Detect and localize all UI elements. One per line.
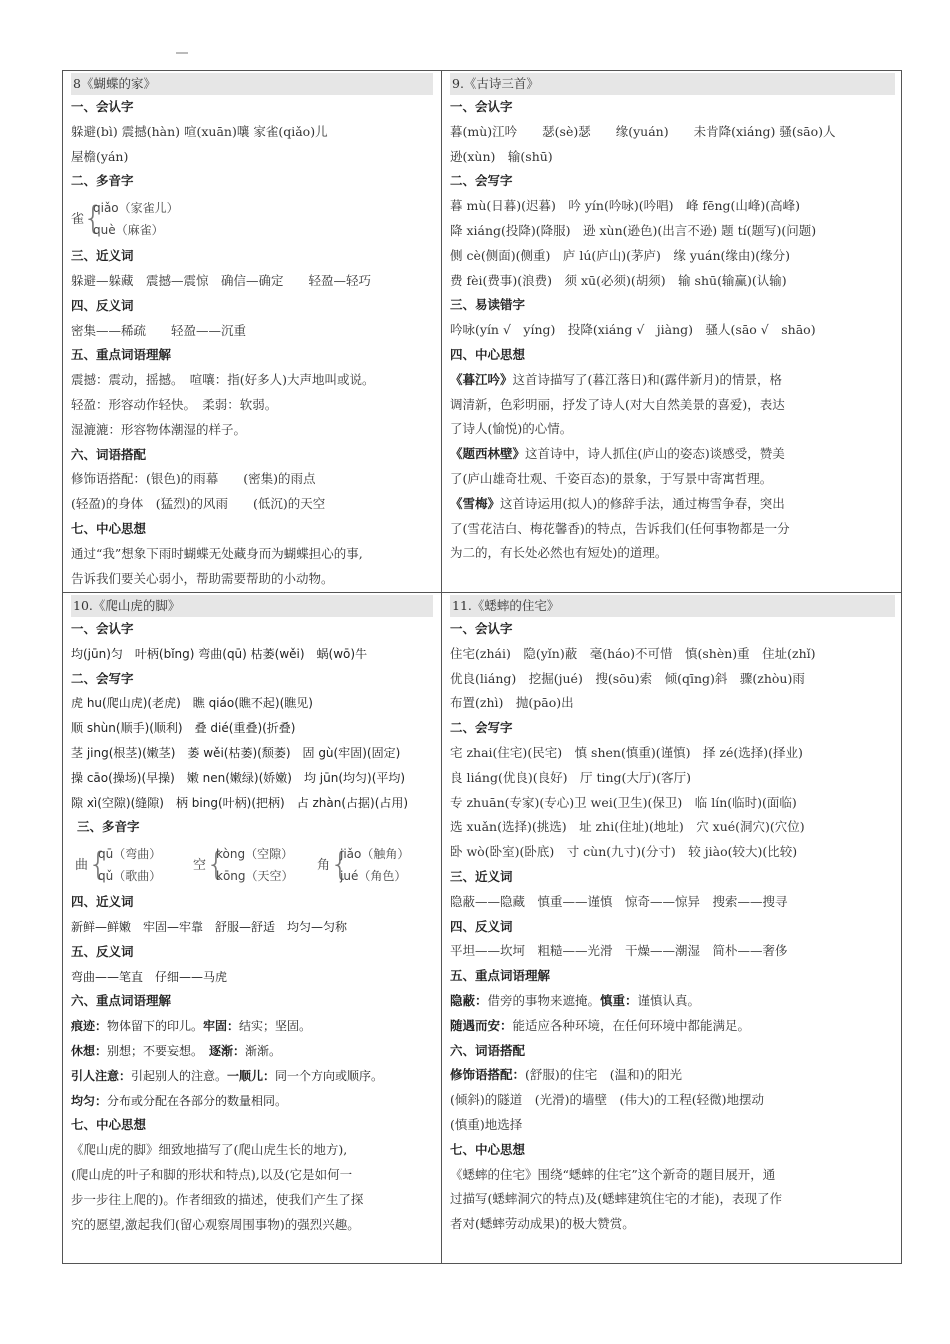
text-fragment: 这首诗描写了(暮江落日)和(露伴新月)的情景，格	[512, 371, 783, 387]
term: 均匀：	[71, 1093, 108, 1108]
text-line: 顺 shùn(顺手)(顺利) 叠 dié(重叠)(折叠)	[71, 721, 296, 736]
text-line: 费 fèi(费事)(浪费) 须 xū(必须)(胡须) 输 shū(输赢)(认输)	[450, 272, 787, 288]
lesson-10-cell	[63, 593, 441, 1237]
section-heading: 二、会写字	[450, 720, 513, 736]
text-line	[71, 1039, 433, 1064]
polyphone-reading: qiǎo（家雀儿）	[93, 201, 179, 216]
term: 牢固：	[203, 1019, 240, 1034]
polyphone-reading: jiǎo（触角）	[340, 847, 410, 862]
definition: 结实；坚固。	[239, 1019, 312, 1034]
text-line: 了(庐山雄奇壮观、千姿百态)的景象，于写景中寄寓哲理。	[450, 470, 773, 486]
text-fragment: 这首诗中，诗人抓住(庐山的姿态)谈感受，赞美	[525, 446, 785, 462]
text-line: 住宅(zhái) 隐(yǐn)蔽 毫(háo)不可惜 慎(shèn)重 住址(zhǐ)	[450, 645, 816, 661]
text-line: 湿漉漉：形容物体潮湿的样子。	[71, 421, 247, 437]
lesson-title: 9.《古诗三首》	[450, 73, 895, 95]
brace-icon: {	[88, 845, 109, 884]
text-line: 震撼：震动，摇撼。 喧嚷：指(好多人)大声地叫或说。	[71, 372, 375, 388]
section-heading: 五、重点词语理解	[450, 968, 551, 984]
poem-title: 《题西林壁》	[450, 446, 526, 462]
polyphone-char: 空	[193, 858, 207, 874]
section-heading: 一、会认字	[450, 621, 513, 636]
text-line: 优良(liáng) 挖掘(jué) 搜(sōu)索 倾(qīng)斜 骤(zhòu)雨	[450, 670, 805, 686]
text-line: 了(雪花洁白、梅花馨香)的特点，告诉我们(任何事物都是一分	[450, 520, 790, 536]
text-line: 布置(zhì) 抛(pāo)出	[450, 695, 574, 711]
text-line	[450, 442, 895, 467]
term: 慎重：	[600, 992, 638, 1008]
text-line: 选 xuǎn(选择)(挑选) 址 zhi(住址)(地址) 穴 xué(洞穴)(穴位)	[450, 819, 805, 835]
text-line: 逊(xùn) 输(shū)	[450, 148, 553, 164]
polyphone-group	[71, 840, 433, 890]
text-line: 暮(mù)江吟 瑟(sè)瑟 缘(yuán) 未肯降(xiáng) 骚(sāo)人	[450, 123, 836, 139]
text-line	[450, 1063, 895, 1088]
text-line: 了诗人(愉悦)的心情。	[450, 421, 573, 437]
text-line: (慎重)地选择	[450, 1116, 523, 1132]
text-line: (倾斜)的隧道 (光滑)的墙壁 (伟大)的工程(轻微)地摆动	[450, 1092, 765, 1108]
section-heading: 二、会写字	[450, 173, 513, 189]
polyphone-char: 角	[317, 858, 331, 874]
text-line: (爬山虎的叶子和脚的形状和特点),以及(它是如何一	[71, 1166, 353, 1182]
term: 引人注意：	[71, 1068, 132, 1083]
text-line: 者对(蟋蟀劳动成果)的极大赞赏。	[450, 1216, 635, 1232]
definition: 渐渐。	[245, 1043, 282, 1058]
definition: 谨慎认真。	[637, 992, 701, 1008]
text-line: 躲避(bì) 震撼(hàn) 喧(xuān)嚷 家雀(qiǎo)儿	[71, 123, 328, 139]
polyphone-reading: kōng（天空）	[216, 869, 294, 884]
section-heading: 五、重点词语理解	[71, 347, 172, 363]
text-line: 暮 mù(日暮)(迟暮) 吟 yín(吟咏)(吟唱) 峰 fēng(山峰)(高峰)	[450, 198, 801, 214]
text-line	[450, 989, 895, 1014]
text-line: 修饰语搭配：(银色)的雨幕 (密集)的雨点	[71, 471, 316, 487]
polyphone-char: 曲	[75, 858, 89, 874]
text-line	[450, 1014, 895, 1039]
text-line: 步一步往上爬的)。作者细致的描述，使我们产生了探	[71, 1191, 364, 1207]
term: 修饰语搭配：	[450, 1067, 526, 1083]
section-heading: 三、易读错字	[450, 297, 526, 313]
text-line: 密集——稀疏 轻盈——沉重	[71, 322, 247, 338]
page-mark	[176, 52, 188, 54]
brace-icon: {	[83, 199, 104, 238]
lesson-9-cell	[442, 71, 903, 566]
text-line	[71, 1064, 433, 1089]
text-line: 茎 jing(根茎)(嫩茎) 萎 wěi(枯萎)(颓萎) 固 gù(牢固)(固定)	[71, 745, 401, 760]
text-line: 操 cāo(操场)(早操) 嫩 nen(嫩绿)(娇嫩) 均 jūn(均匀)(平均)	[71, 770, 406, 785]
text-line: 平坦——坎坷 粗糙——光滑 干燥——潮湿 简朴——奢侈	[450, 943, 788, 959]
term: 一顺儿：	[227, 1068, 276, 1083]
text-line	[71, 1089, 433, 1114]
text-line	[450, 492, 895, 517]
text-line: 为二的，有长处必然也有短处)的道理。	[450, 545, 668, 561]
section-heading: 五、反义词	[71, 943, 134, 959]
text-line: 专 zhuān(专家)(专心)卫 wei(卫生)(保卫) 临 lín(临时)(面临)	[450, 794, 797, 810]
polyphone-group	[71, 194, 433, 244]
polyphone-reading: kòng（空隙）	[216, 847, 294, 862]
section-heading: 四、反义词	[450, 918, 513, 934]
text-line: 吟咏(yín √ yíng) 投降(xiáng √ jiàng) 骚人(sāo √ shāo)	[450, 322, 816, 338]
section-heading: 三、近义词	[71, 248, 134, 264]
term: 休想：	[71, 1043, 108, 1058]
section-heading: 四、近义词	[71, 894, 134, 910]
text-fragment: 这首诗运用(拟人)的修辞手法，通过梅雪争春，突出	[500, 495, 785, 511]
lesson-table	[62, 70, 902, 1264]
text-line: 弯曲——笔直 仔细——马虎	[71, 969, 228, 984]
text-line: 调清新，色彩明丽，抒发了诗人(对大自然美景的喜爱)，表达	[450, 396, 785, 412]
text-line: 均(jūn)匀 叶柄(bǐng) 弯曲(qū) 枯萎(wěi) 蜗(wō)牛	[71, 646, 368, 661]
polyphone-reading: qǔ（歌曲）	[98, 869, 162, 884]
polyphone-char: 雀	[71, 212, 85, 228]
text-line: (轻盈)的身体 (猛烈)的风雨 (低沉)的天空	[71, 496, 326, 512]
definition: 引起别人的注意。	[131, 1068, 228, 1083]
section-heading: 二、会写字	[71, 670, 134, 686]
text-line: 通过“我”想象下雨时蝴蝶无处藏身而为蝴蝶担心的事,	[71, 545, 363, 561]
brace-icon: {	[206, 845, 227, 884]
text-line	[450, 368, 895, 393]
text-line	[71, 1014, 433, 1039]
section-heading: 二、多音字	[71, 173, 134, 189]
section-heading: 六、重点词语理解	[71, 993, 172, 1009]
lesson-8-cell	[63, 71, 441, 591]
definition: 同一个方向或顺序。	[275, 1068, 384, 1083]
section-heading: 一、会认字	[71, 99, 134, 114]
section-heading: 三、多音字	[77, 819, 140, 835]
text-line: 虎 hu(爬山虎)(老虎) 瞧 qiáo(瞧不起)(瞧见)	[71, 696, 313, 711]
text-line: 卧 wò(卧室)(卧底) 寸 cùn(九寸)(分寸) 较 jiào(较大)(比较)	[450, 844, 798, 860]
text-line: 隙 xì(空隙)(缝隙) 柄 bing(叶柄)(把柄) 占 zhàn(占据)(占用)	[71, 795, 409, 810]
section-heading: 七、中心思想	[450, 1141, 526, 1157]
text-line: 轻盈：形容动作轻快。 柔弱：软弱。	[71, 396, 278, 412]
poem-title: 《暮江吟》	[450, 371, 513, 387]
text-line: 《蟋蟀的住宅》围绕“蟋蟀的住宅”这个新奇的题目展开，通	[450, 1166, 776, 1182]
text-line: 新鲜—鲜嫩 牢固—牢靠 舒服—舒适 均匀—匀称	[71, 919, 348, 934]
term: 逐渐：	[209, 1043, 246, 1058]
text-line: 降 xiáng(投降)(降服) 逊 xùn(逊色)(出言不逊) 题 tí(题写)(问题)	[450, 222, 817, 238]
definition: 物体留下的印儿。	[107, 1019, 204, 1034]
definition: 借旁的事物来遮掩。	[487, 992, 601, 1008]
definition: 别想；不要妄想。	[107, 1043, 210, 1058]
term: 随遇而安：	[450, 1017, 513, 1033]
polyphone-reading: jué（角色）	[340, 869, 407, 884]
lesson-title: 10.《爬山虎的脚》	[71, 595, 433, 617]
brace-icon: {	[330, 845, 351, 884]
lesson-title: 8《蝴蝶的家》	[71, 73, 433, 95]
section-heading: 四、中心思想	[450, 346, 526, 362]
lesson-11-cell	[442, 593, 903, 1237]
definition: 分布或分配在各部分的数量相同。	[107, 1093, 288, 1108]
text-line: 躲避—躲藏 震撼—震惊 确信—确定 轻盈—轻巧	[71, 272, 372, 288]
section-heading: 四、反义词	[71, 297, 134, 313]
poem-title: 《雪梅》	[450, 495, 501, 511]
polyphone-reading: qū（弯曲）	[98, 847, 162, 862]
definition: 能适应各种环境，在任何环境中都能满足。	[512, 1017, 751, 1033]
section-heading: 一、会认字	[450, 99, 513, 114]
text-line: 过描写(蟋蟀洞穴的特点)及(蟋蟀建筑住宅的才能)，表现了作	[450, 1191, 783, 1207]
section-heading: 一、会认字	[71, 621, 134, 636]
text-line: 侧 cè(侧面)(侧重) 庐 lú(庐山)(茅庐) 缘 yuán(缘由)(缘分)	[450, 247, 791, 263]
text-line: 隐蔽——隐藏 慎重——谨慎 惊奇——惊异 搜索——搜寻	[450, 893, 788, 909]
section-heading: 七、中心思想	[71, 520, 147, 536]
text-line: 究的愿望,激起我们(留心观察周围事物)的强烈兴趣。	[71, 1216, 360, 1232]
text-line: 宅 zhai(住宅)(民宅) 慎 shen(慎重)(谨慎) 择 zé(选择)(择业)	[450, 744, 803, 760]
text-line: 告诉我们要关心弱小，帮助需要帮助的小动物。	[71, 570, 334, 586]
polyphone-reading: què（麻雀）	[93, 223, 164, 238]
section-heading: 六、词语搭配	[71, 446, 147, 462]
text-line: 屋檐(yán)	[71, 148, 129, 164]
text-line: 《爬山虎的脚》细致地描写了(爬山虎生长的地方),	[71, 1142, 348, 1158]
term: 痕迹：	[71, 1019, 108, 1034]
section-heading: 六、词语搭配	[450, 1042, 526, 1058]
lesson-title: 11.《蟋蟀的住宅》	[450, 595, 895, 617]
term: 隐蔽：	[450, 992, 488, 1008]
text-line: 良 liáng(优良)(良好) 厅 ting(大厅)(客厅)	[450, 769, 692, 785]
section-heading: 七、中心思想	[71, 1117, 147, 1133]
text-fragment: (舒服)的住宅 (温和)的阳光	[525, 1067, 683, 1083]
section-heading: 三、近义词	[450, 868, 513, 884]
